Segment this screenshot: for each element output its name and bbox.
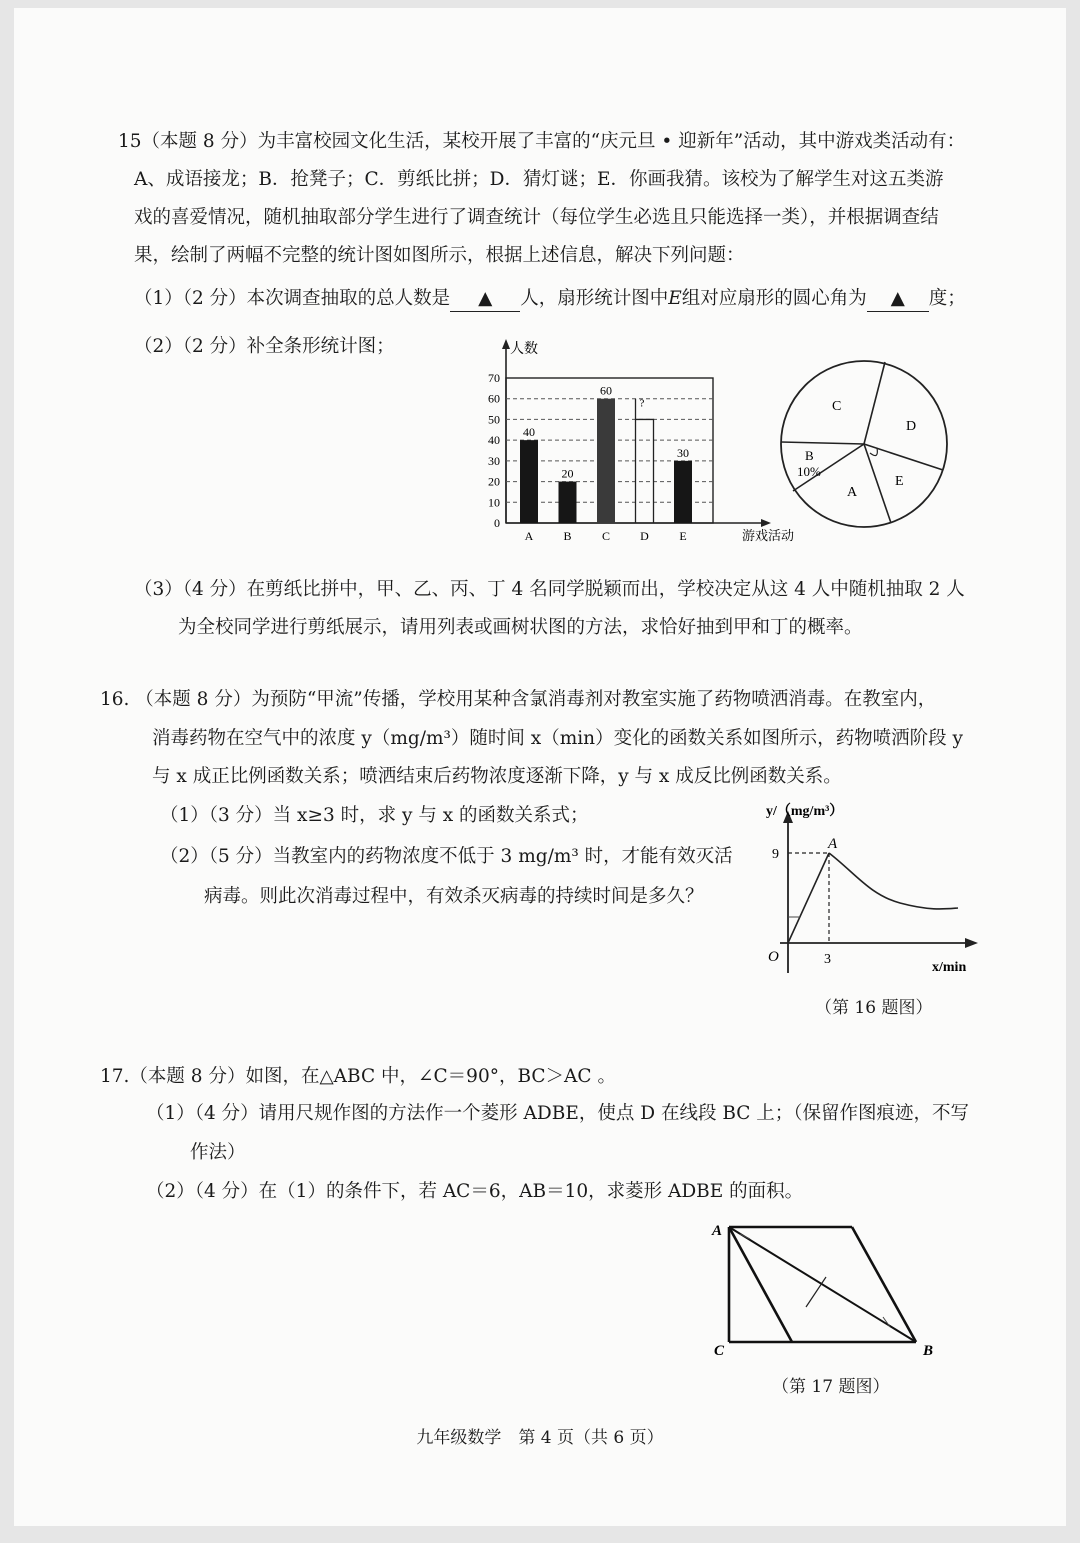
q16-function-graph xyxy=(760,795,985,985)
x-axis-arrow xyxy=(761,519,771,527)
proportional-segment xyxy=(788,853,829,943)
pie-label-d: D xyxy=(906,419,917,434)
y-tick-label: 0 xyxy=(494,516,500,530)
x-tick-label: C xyxy=(601,529,611,543)
q15-part1-text-b: 人，扇形统计图中 xyxy=(520,288,669,309)
q16-line3: 与 x 成正比例函数关系；喷洒结束后药物浓度逐渐下降，y 与 x 成反比例函数关系。 xyxy=(152,766,842,787)
x-tick-label: B xyxy=(563,529,572,543)
y-tick-label: 40 xyxy=(488,433,500,448)
q17-figure-caption: （第 17 题图） xyxy=(772,1377,890,1397)
pie-divider-c-d xyxy=(864,362,885,444)
pie-label-c: C xyxy=(832,399,842,414)
inverse-curve xyxy=(829,853,958,909)
pie-chart xyxy=(775,350,955,540)
q16-figure-caption: （第 16 题图） xyxy=(815,998,933,1018)
q15-part3-line1: （3）（4 分）在剪纸比拼中，甲、乙、丙、丁 4 名同学脱颖而出，学校决定从这 4 人中随机抽取 2 人 xyxy=(134,579,965,600)
pie-label-b-pct: 10% xyxy=(797,464,821,479)
vertex-a-label: A xyxy=(712,1223,723,1239)
bar xyxy=(674,461,692,523)
arc-mark-a xyxy=(740,1234,750,1239)
y-tick-label: 10 xyxy=(488,495,500,510)
pie-divider-b-c xyxy=(781,442,864,444)
q16-part2-line1: （2）（5 分）当教室内的药物浓度不低于 3 mg/m³ 时，才能有效灭活 xyxy=(160,846,733,867)
q15-part1-e: E xyxy=(668,288,682,309)
x-axis-label: 游戏活动 xyxy=(742,528,795,543)
point-a-label: A xyxy=(828,836,838,852)
y-tick-label: 30 xyxy=(488,453,500,468)
pie-divider-e-a xyxy=(864,444,891,523)
pie-divider-d-e xyxy=(864,444,943,470)
bar xyxy=(520,440,538,523)
q16-line2: 消毒药物在空气中的浓度 y（mg/m³）随时间 x（min）变化的函数关系如图所示，药物喷洒阶段 y xyxy=(152,728,963,749)
q17-part2: （2）（4 分）在（1）的条件下，若 AC＝6，AB＝10，求菱形 ADBE 的面积。 xyxy=(146,1181,804,1202)
x-tick-label: E xyxy=(679,529,687,543)
rhombus-side-ad xyxy=(729,1227,792,1342)
rhombus-side-eb xyxy=(852,1227,916,1342)
q15-line2: A、成语接龙；B．抢凳子；C．剪纸比拼；D．猜灯谜；E．你画我猜。该校为了解学生对这五类游 xyxy=(134,169,944,190)
q15-line4: 果，绘制了两幅不完整的统计图如图所示，根据上述信息，解决下列问题： xyxy=(134,245,745,266)
pie-label-b: B xyxy=(805,448,814,463)
x-tick-label: A xyxy=(524,529,534,543)
answer-blank-total xyxy=(450,287,520,312)
angle-arc-mark xyxy=(870,448,877,456)
q17-part1-line1: （1）（4 分）请用尺规作图的方法作一个菱形 ADBE，使点 D 在线段 BC 上；（保留作图痕迹，不写 xyxy=(146,1103,970,1124)
bar-data-label: 40 xyxy=(523,425,535,440)
q15-part1 xyxy=(134,287,966,312)
bar-data-label: 60 xyxy=(600,383,612,398)
missing-bar-label: ? xyxy=(639,397,645,410)
y-tick-9: 9 xyxy=(772,847,779,862)
bar-chart-axes xyxy=(502,339,771,527)
y-axis-label: 人数 xyxy=(510,342,538,357)
q16-line1: 16. （本题 8 分）为预防“甲流”传播，学校用某种含氯消毒剂对教室实施了药物喷洒消毒。在教室内， xyxy=(100,689,937,710)
vertex-c-label: C xyxy=(714,1343,725,1359)
y-tick-label: 70 xyxy=(488,371,500,385)
q15-part3-line2: 为全校同学进行剪纸展示，请用列表或画树状图的方法，求恰好抽到甲和丁的概率。 xyxy=(178,617,863,638)
bar-data-label: 20 xyxy=(561,466,574,481)
answer-blank-angle xyxy=(867,287,929,312)
q15-part2: （2）（2 分）补全条形统计图； xyxy=(134,336,395,357)
triangle-mark-icon: ▲ xyxy=(478,288,493,309)
bar-chart-marks xyxy=(520,384,692,523)
vertex-b-label: B xyxy=(923,1343,934,1359)
pie-label-a: A xyxy=(847,485,858,500)
y-axis-arrow xyxy=(502,339,510,349)
q17-line1: 17.（本题 8 分）如图，在△ABC 中，∠C＝90°，BC＞AC 。 xyxy=(100,1066,616,1087)
q15-part1-text-a: （1）（2 分）本次调查抽取的总人数是 xyxy=(134,288,451,309)
q17-triangle-figure xyxy=(708,1215,943,1360)
x-tick-label: D xyxy=(640,529,649,543)
bar xyxy=(597,399,615,523)
bar-chart xyxy=(470,335,810,550)
pie-label-e: E xyxy=(895,474,904,489)
y-axis-unit: y/（mg/m³） xyxy=(766,804,844,819)
bar-chart-ticks xyxy=(488,371,687,543)
q15-line3: 戏的喜爱情况，随机抽取部分学生进行了调查统计（每位学生必选且只能选择一类），并根据调查结 xyxy=(134,207,939,228)
bar xyxy=(559,482,577,523)
page-footer: 九年级数学 第 4 页（共 6 页） xyxy=(416,1428,664,1448)
missing-bar-outline xyxy=(636,399,654,523)
q15-part1-text-d: 度； xyxy=(928,288,966,309)
q16-part1: （1）（3 分）当 x≥3 时，求 y 与 x 的函数关系式； xyxy=(160,805,589,826)
q16-part2-line2: 病毒。则此次消毒过程中，有效杀灭病毒的持续时间是多久？ xyxy=(204,886,704,907)
x-axis-unit: x/min xyxy=(932,960,967,975)
x-tick-3: 3 xyxy=(824,952,831,967)
q17-part1-line2: 作法） xyxy=(190,1142,246,1163)
q15-line1: 15（本题 8 分）为丰富校园文化生活，某校开展了丰富的“庆元旦 • 迎新年”活动，其中游戏类活动有： xyxy=(118,131,966,152)
x-axis-arrow xyxy=(965,938,978,948)
y-tick-label: 50 xyxy=(488,412,500,427)
y-tick-label: 20 xyxy=(488,474,500,489)
bar-data-label: 30 xyxy=(677,445,689,460)
triangle-mark-icon: ▲ xyxy=(890,288,905,309)
origin-label: O xyxy=(768,949,779,965)
y-tick-label: 60 xyxy=(488,391,500,406)
q15-part1-text-c: 组对应扇形的圆心角为 xyxy=(681,288,867,309)
